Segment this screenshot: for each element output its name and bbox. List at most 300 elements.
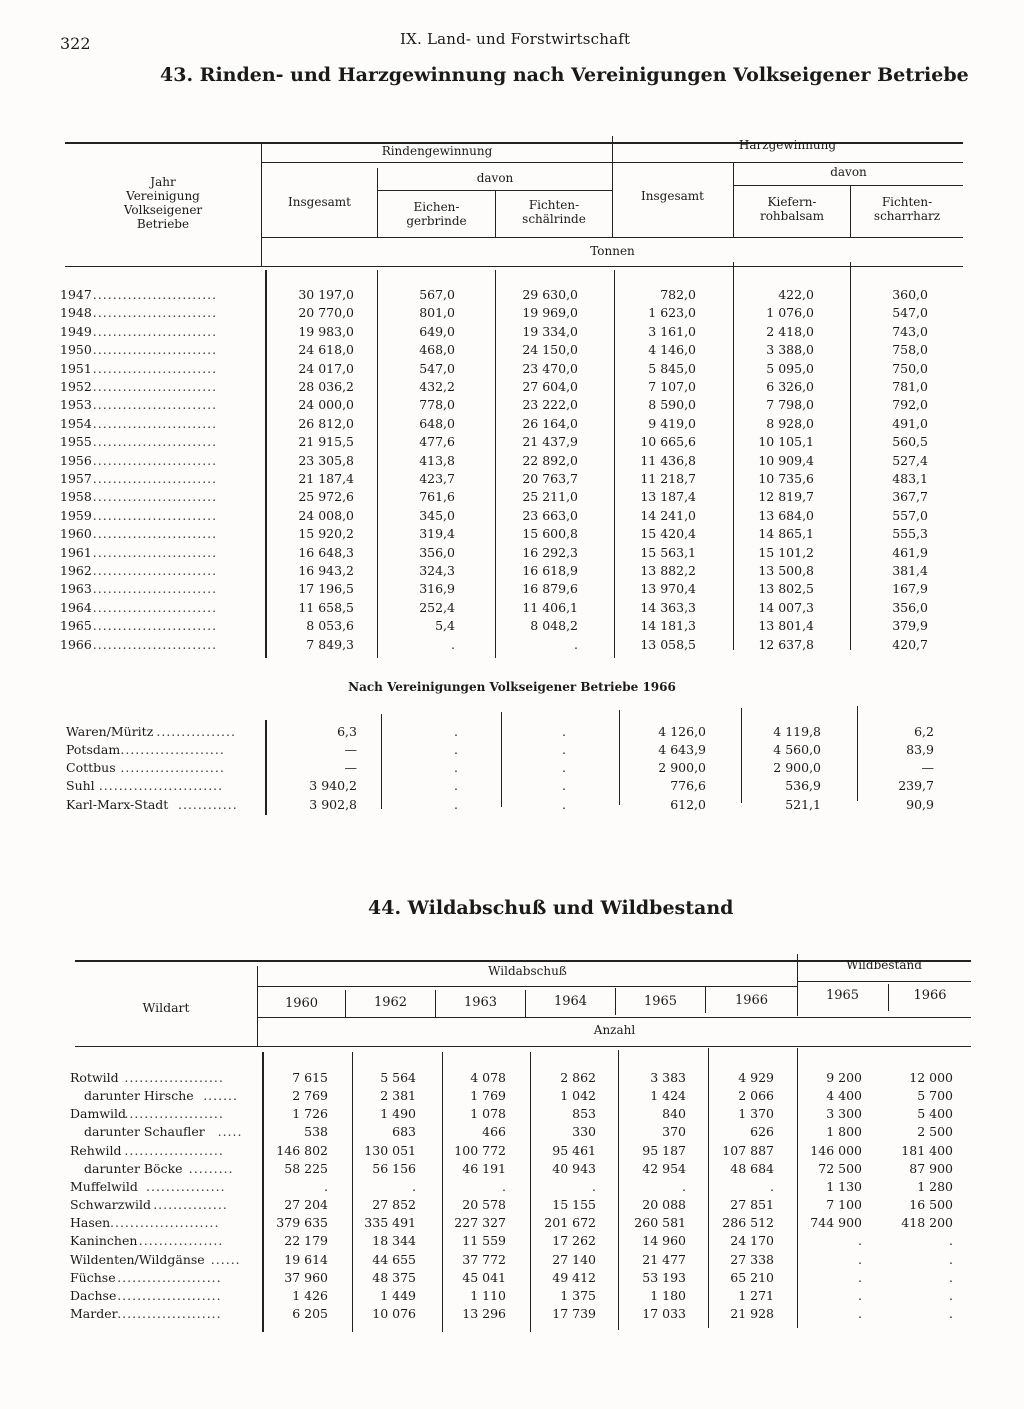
cell-value: 379 635: [276, 1215, 328, 1231]
cell-value: 46 191: [462, 1160, 506, 1176]
cell-value: 567,0: [419, 287, 455, 302]
cell-value: 345,0: [419, 507, 455, 523]
cell-value: .: [502, 1178, 506, 1194]
cell-value: 2 862: [560, 1070, 596, 1085]
cell-value: 45 041: [462, 1269, 506, 1285]
cell-value: 83,9: [906, 742, 934, 758]
leader-dots: ......................: [110, 1215, 220, 1231]
wildart-row: [0, 1161, 1024, 1179]
cell-value: 19 969,0: [522, 305, 578, 321]
cell-value: .: [949, 1233, 953, 1249]
cell-value: 1 130: [826, 1178, 862, 1194]
cell-value: 370: [662, 1124, 686, 1140]
bestand-year-header: 1966: [913, 988, 947, 1003]
group-wildabschuss: Wildabschuß: [488, 964, 567, 978]
cell-value: .: [592, 1178, 596, 1194]
cell-value: .: [454, 742, 458, 758]
cell-value: 24 008,0: [298, 507, 354, 523]
cell-value: 11 436,8: [640, 452, 696, 468]
cell-value: 12 000: [909, 1070, 953, 1085]
cell-value: 167,9: [892, 581, 928, 597]
year-label: 1957: [60, 471, 92, 486]
wildart-label: Muffelwild: [70, 1178, 138, 1194]
cell-value: 201 672: [544, 1215, 596, 1231]
cell-value: 1 490: [380, 1106, 416, 1122]
cell-value: 13 801,4: [758, 618, 814, 634]
leader-dots: .........................: [92, 323, 218, 339]
cell-value: 2 769: [292, 1088, 328, 1104]
cell-value: 750,0: [892, 360, 928, 376]
wildart-label: darunter Böcke: [84, 1160, 183, 1176]
year-label: 1964: [60, 599, 92, 615]
cell-value: 8 590,0: [648, 397, 696, 413]
cell-value: 461,9: [892, 544, 928, 560]
year-label: 1947: [60, 287, 92, 302]
cell-value: 5 564: [380, 1070, 416, 1085]
cell-value: 11 218,7: [640, 471, 696, 486]
leader-dots: .........................: [92, 379, 218, 394]
wildart-label: darunter Hirsche: [84, 1088, 194, 1104]
cell-value: 65 210: [730, 1269, 774, 1285]
cell-value: 13 684,0: [758, 507, 814, 523]
cell-value: 1 375: [560, 1287, 596, 1303]
cell-value: 107 887: [722, 1142, 774, 1158]
cell-value: 14 960: [642, 1233, 686, 1249]
cell-value: 360,0: [892, 287, 928, 302]
cell-value: 418 200: [901, 1215, 953, 1231]
cell-value: 1 424: [650, 1088, 686, 1104]
cell-value: 626: [750, 1124, 774, 1140]
abschuss-year-header: 1965: [643, 993, 678, 1009]
wildart-header: Wildart: [142, 1000, 190, 1015]
cell-value: 37 960: [284, 1269, 328, 1285]
cell-value: 10 909,4: [758, 452, 814, 468]
cell-value: 29 630,0: [522, 287, 578, 302]
leader-dots: .........................: [92, 618, 218, 634]
cell-value: 23 470,0: [522, 360, 578, 376]
cell-value: 5 400: [917, 1106, 953, 1122]
cell-value: .: [562, 760, 566, 776]
cell-value: 27 852: [372, 1197, 416, 1213]
cell-value: 260 581: [634, 1215, 686, 1231]
cell-value: .: [562, 724, 566, 739]
cell-value: 181 400: [901, 1142, 953, 1158]
cell-value: 1 280: [917, 1178, 953, 1194]
year-label: 1951: [60, 360, 92, 376]
leader-dots: .........................: [92, 636, 218, 652]
cell-value: 1 449: [380, 1287, 416, 1303]
cell-value: 11 406,1: [522, 599, 578, 615]
leader-dots: .........................: [92, 489, 218, 505]
cell-value: 21 915,5: [298, 434, 354, 450]
cell-value: 24 000,0: [298, 397, 354, 413]
wildart-label: Wildenten/Wildgänse: [70, 1251, 205, 1267]
vvb-label: Potsdam: [66, 742, 121, 758]
cell-value: 17 739: [552, 1305, 596, 1321]
cell-value: 23 222,0: [522, 397, 578, 413]
cell-value: 1 623,0: [648, 305, 696, 321]
cell-value: 3 388,0: [766, 342, 814, 358]
cell-value: 4 126,0: [658, 724, 706, 739]
cell-value: 146 802: [276, 1142, 328, 1158]
cell-value: 1 042: [560, 1088, 596, 1104]
bestand-year-header: 1965: [825, 988, 860, 1003]
cell-value: .: [562, 742, 566, 758]
cell-value: 10 735,6: [758, 471, 814, 486]
wildart-row: [0, 1088, 1024, 1106]
group-harzgewinnung: Harzgewinnung: [738, 138, 837, 152]
cell-value: 432,2: [419, 379, 455, 394]
cell-value: 1 271: [738, 1287, 774, 1303]
cell-value: 72 500: [818, 1160, 862, 1176]
leader-dots: .........................: [92, 452, 218, 468]
wildart-row: [0, 1143, 1024, 1161]
cell-value: .: [562, 796, 566, 812]
cell-value: 330: [572, 1124, 596, 1140]
cell-value: 1 726: [292, 1106, 328, 1122]
cell-value: 491,0: [892, 415, 928, 431]
year-label: 1950: [60, 342, 92, 358]
cell-value: 4 560,0: [773, 742, 821, 758]
wildart-row: [0, 1270, 1024, 1288]
col-insgesamt-harz: Insgesamt: [641, 189, 704, 203]
cell-value: 14 241,0: [640, 507, 696, 523]
cell-value: 1 426: [292, 1287, 328, 1303]
vvb-label: Cottbus: [66, 760, 116, 776]
cell-value: 356,0: [892, 599, 928, 615]
cell-value: 10 665,6: [640, 434, 696, 450]
abschuss-year-header: 1964: [553, 994, 588, 1010]
cell-value: 557,0: [892, 507, 928, 523]
cell-value: 2 418,0: [766, 323, 814, 339]
year-label: 1949: [60, 323, 92, 339]
cell-value: 14 363,3: [640, 599, 696, 615]
unit-tonnen: Tonnen: [590, 244, 635, 258]
cell-value: 319,4: [419, 526, 455, 542]
cell-value: 53 193: [642, 1269, 686, 1285]
leader-dots: .........................: [92, 581, 218, 597]
cell-value: 3 902,8: [309, 796, 357, 812]
leader-dots: ................: [146, 1178, 226, 1194]
leader-dots: .......: [203, 1088, 239, 1104]
leader-dots: ....................: [124, 1106, 224, 1122]
cell-value: 90,9: [906, 796, 934, 812]
year-label: 1966: [60, 636, 92, 652]
cell-value: 11 658,5: [298, 599, 354, 615]
cell-value: 146 000: [810, 1142, 862, 1158]
year-label: 1956: [60, 452, 92, 468]
leader-dots: .........................: [92, 415, 218, 431]
cell-value: 24 170: [730, 1233, 774, 1249]
cell-value: .: [562, 778, 566, 794]
cell-value: 10 105,1: [758, 434, 814, 450]
cell-value: 16 879,6: [522, 581, 578, 597]
leader-dots: .........................: [98, 778, 224, 794]
cell-value: 420,7: [892, 636, 928, 652]
cell-value: —: [921, 760, 934, 776]
cell-value: 1 180: [650, 1287, 686, 1303]
cell-value: 13 500,8: [758, 563, 814, 578]
cell-value: 13 058,5: [640, 636, 696, 652]
cell-value: .: [858, 1287, 862, 1303]
wildart-row: [0, 1179, 1024, 1197]
cell-value: 761,6: [419, 489, 455, 505]
page-number: 322: [60, 34, 91, 53]
cell-value: 2 900,0: [773, 760, 821, 776]
wildart-label: Füchse: [70, 1269, 116, 1285]
cell-value: .: [412, 1178, 416, 1194]
wildart-label: Damwild: [70, 1106, 127, 1122]
cell-value: 423,7: [419, 471, 455, 486]
leader-dots: ....................: [124, 1070, 224, 1085]
cell-value: 17 033: [642, 1305, 686, 1321]
wildart-label: Hasen: [70, 1215, 111, 1231]
leader-dots: ...............: [153, 1197, 228, 1213]
wildart-label: Rehwild: [70, 1142, 122, 1158]
cell-value: 379,9: [892, 618, 928, 634]
cell-value: 18 344: [372, 1233, 416, 1249]
stub-header: Jahr Vereinigung Volkseigener Betriebe: [123, 175, 203, 231]
cell-value: 14 865,1: [758, 526, 814, 542]
cell-value: 44 655: [372, 1251, 416, 1267]
col-insgesamt-rinde: Insgesamt: [288, 195, 351, 209]
cell-value: 23 663,0: [522, 507, 578, 523]
cell-value: 37 772: [462, 1251, 506, 1267]
cell-value: 5 845,0: [648, 360, 696, 376]
cell-value: 21 437,9: [522, 434, 578, 450]
cell-value: 8 053,6: [306, 618, 354, 634]
vvb-label: Waren/Müritz: [66, 724, 154, 739]
cell-value: 15 101,2: [758, 544, 814, 560]
cell-value: 6 205: [292, 1305, 328, 1321]
cell-value: 100 772: [454, 1142, 506, 1158]
cell-value: 48 684: [730, 1160, 774, 1176]
cell-value: 15 155: [552, 1197, 596, 1213]
leader-dots: .........: [188, 1160, 234, 1176]
cell-value: 3 940,2: [309, 778, 357, 794]
year-label: 1954: [60, 415, 92, 431]
col-fichtenschaelrinde: Fichten- schälrinde: [522, 198, 586, 226]
leader-dots: ......: [210, 1251, 241, 1267]
cell-value: 40 943: [552, 1160, 596, 1176]
cell-value: 13 882,2: [640, 563, 696, 578]
wildart-row: [0, 1288, 1024, 1306]
cell-value: 11 559: [462, 1233, 506, 1249]
cell-value: 1 800: [826, 1124, 862, 1140]
leader-dots: .....................: [117, 1305, 222, 1321]
cell-value: 21 928: [730, 1305, 774, 1321]
cell-value: 227 327: [454, 1215, 506, 1231]
cell-value: 15 563,1: [640, 544, 696, 560]
cell-value: 316,9: [419, 581, 455, 597]
cell-value: .: [858, 1269, 862, 1285]
leader-dots: .................: [138, 1233, 224, 1249]
cell-value: 21 477: [642, 1251, 686, 1267]
cell-value: 9 200: [826, 1070, 862, 1085]
leader-dots: .....: [217, 1124, 243, 1140]
wildart-row: [0, 1124, 1024, 1142]
cell-value: 744 900: [810, 1215, 862, 1231]
cell-value: 782,0: [660, 287, 696, 302]
cell-value: 14 181,3: [640, 618, 696, 634]
cell-value: 16 618,9: [522, 563, 578, 578]
cell-value: 24 618,0: [298, 342, 354, 358]
cell-value: 1 078: [470, 1106, 506, 1122]
leader-dots: .........................: [92, 599, 218, 615]
cell-value: 20 770,0: [298, 305, 354, 321]
cell-value: 4 643,9: [658, 742, 706, 758]
year-label: 1965: [60, 618, 92, 634]
cell-value: 21 187,4: [298, 471, 354, 486]
cell-value: 13 802,5: [758, 581, 814, 597]
year-label: 1955: [60, 434, 92, 450]
cell-value: 27 851: [730, 1197, 774, 1213]
cell-value: 7 798,0: [766, 397, 814, 413]
cell-value: 324,3: [419, 563, 455, 578]
group-rindengewinnung: Rindengewinnung: [381, 144, 493, 158]
cell-value: 6,3: [337, 724, 357, 739]
cell-value: 48 375: [372, 1269, 416, 1285]
cell-value: 413,8: [419, 452, 455, 468]
cell-value: .: [770, 1178, 774, 1194]
year-label: 1958: [60, 489, 92, 505]
year-label: 1952: [60, 379, 92, 394]
cell-value: 27 604,0: [522, 379, 578, 394]
leader-dots: .....................: [117, 1269, 222, 1285]
cell-value: 778,0: [419, 397, 455, 413]
cell-value: 16 648,3: [298, 544, 354, 560]
cell-value: 20 088: [642, 1197, 686, 1213]
leader-dots: ............: [178, 796, 238, 812]
leader-dots: .........................: [92, 471, 218, 486]
cell-value: 1 076,0: [766, 305, 814, 321]
cell-value: 6 326,0: [766, 379, 814, 394]
cell-value: .: [682, 1178, 686, 1194]
cell-value: 547,0: [892, 305, 928, 321]
leader-dots: .....................: [120, 760, 225, 776]
cell-value: 2 500: [917, 1124, 953, 1140]
cell-value: 538: [304, 1124, 328, 1140]
cell-value: .: [949, 1251, 953, 1267]
cell-value: .: [858, 1305, 862, 1321]
cell-value: 13 187,4: [640, 489, 696, 505]
cell-value: .: [451, 636, 455, 652]
cell-value: .: [454, 724, 458, 739]
cell-value: .: [454, 796, 458, 812]
wildart-row: [0, 1252, 1024, 1270]
cell-value: 4 078: [470, 1070, 506, 1085]
cell-value: 8 928,0: [766, 415, 814, 431]
wildart-row: [0, 1233, 1024, 1251]
cell-value: 612,0: [670, 796, 706, 812]
cell-value: 13 970,4: [640, 581, 696, 597]
leader-dots: .........................: [92, 526, 218, 542]
wildart-label: Marder: [70, 1305, 118, 1321]
year-label: 1953: [60, 397, 92, 413]
cell-value: 87 900: [909, 1160, 953, 1176]
cell-value: 2 381: [380, 1088, 416, 1104]
cell-value: 28 036,2: [298, 379, 354, 394]
cell-value: 16 292,3: [522, 544, 578, 560]
cell-value: 17 196,5: [298, 581, 354, 597]
wildart-row: [0, 1215, 1024, 1233]
cell-value: 3 383: [650, 1070, 686, 1085]
cell-value: 15 920,2: [298, 526, 354, 542]
cell-value: —: [344, 742, 357, 758]
abschuss-year-header: 1963: [463, 994, 498, 1010]
year-label: 1962: [60, 563, 92, 578]
cell-value: 27 140: [552, 1251, 596, 1267]
cell-value: 130 051: [364, 1142, 416, 1158]
cell-value: 381,4: [892, 563, 928, 578]
cell-value: 801,0: [419, 305, 455, 321]
leader-dots: .........................: [92, 544, 218, 560]
table-44-title: 44. Wildabschuß und Wildbestand: [368, 897, 734, 919]
wildart-label: Schwarzwild: [70, 1197, 152, 1213]
cell-value: 56 156: [372, 1160, 416, 1176]
cell-value: 15 600,8: [522, 526, 578, 542]
cell-value: 30 197,0: [298, 287, 354, 302]
cell-value: 521,1: [785, 796, 821, 812]
cell-value: 7 615: [292, 1070, 328, 1085]
cell-value: 23 305,8: [298, 452, 354, 468]
unit-anzahl: Anzahl: [593, 1023, 636, 1037]
subheading-vvb: Nach Vereinigungen Volkseigener Betriebe 1966: [348, 680, 676, 694]
cell-value: 13 296: [462, 1305, 506, 1321]
wildart-row: [0, 1306, 1024, 1324]
cell-value: 468,0: [419, 342, 455, 358]
col-eichengerbrinde: Eichen- gerbrinde: [406, 200, 467, 228]
cell-value: 7 849,3: [306, 636, 354, 652]
cell-value: .: [454, 778, 458, 794]
cell-value: 1 769: [470, 1088, 506, 1104]
wildart-label: Dachse: [70, 1287, 117, 1303]
cell-value: 3 300: [826, 1106, 862, 1122]
cell-value: 7 107,0: [648, 379, 696, 394]
cell-value: 19 983,0: [298, 323, 354, 339]
cell-value: 781,0: [892, 379, 928, 394]
cell-value: 286 512: [722, 1215, 774, 1231]
cell-value: .: [324, 1178, 328, 1194]
cell-value: .: [574, 636, 578, 652]
cell-value: 6,2: [914, 724, 934, 739]
cell-value: 95 461: [552, 1142, 596, 1158]
leader-dots: .........................: [92, 397, 218, 413]
cell-value: 22 179: [284, 1233, 328, 1249]
col-fichtenscharrharz: Fichten- scharrharz: [873, 195, 941, 223]
cell-value: 335 491: [364, 1215, 416, 1231]
cell-value: 17 262: [552, 1233, 596, 1249]
cell-value: 477,6: [419, 434, 455, 450]
leader-dots: .........................: [92, 360, 218, 376]
cell-value: 367,7: [892, 489, 928, 505]
cell-value: 560,5: [892, 434, 928, 450]
leader-dots: .....................: [120, 742, 225, 758]
cell-value: .: [949, 1269, 953, 1285]
leader-dots: .........................: [92, 434, 218, 450]
cell-value: 20 578: [462, 1197, 506, 1213]
cell-value: 27 204: [284, 1197, 328, 1213]
cell-value: 15 420,4: [640, 526, 696, 542]
wildart-row: [0, 1197, 1024, 1215]
cell-value: 648,0: [419, 415, 455, 431]
year-label: 1961: [60, 544, 92, 560]
cell-value: 743,0: [892, 323, 928, 339]
leader-dots: .....................: [117, 1287, 222, 1303]
cell-value: 26 164,0: [522, 415, 578, 431]
wildart-label: Kaninchen: [70, 1233, 138, 1249]
cell-value: 10 076: [372, 1305, 416, 1321]
